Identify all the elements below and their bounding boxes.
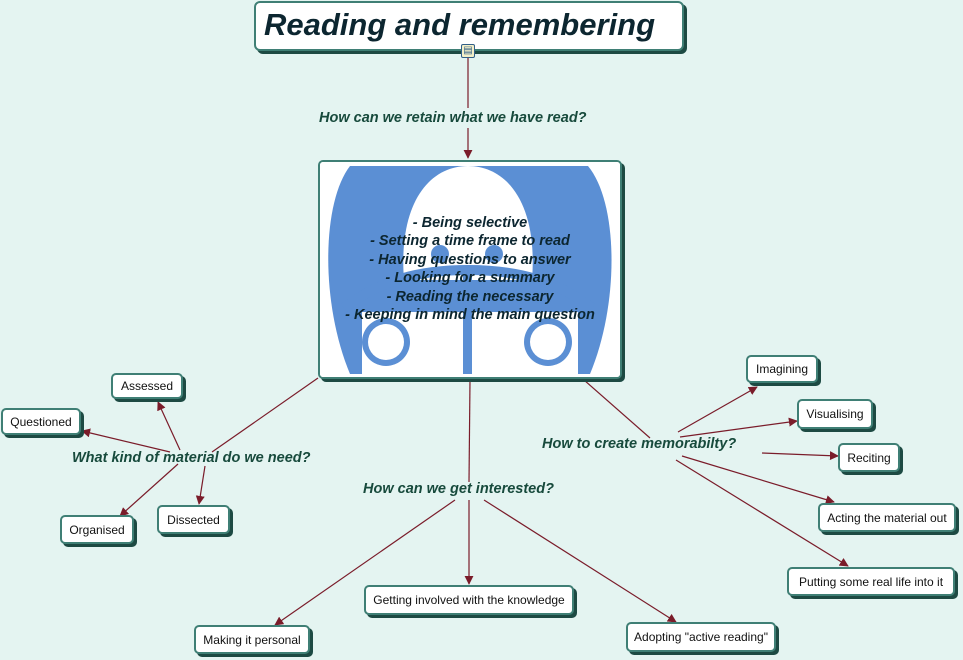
center-line: - Looking for a summary (385, 270, 555, 287)
node-label: Getting involved with the knowledge (373, 593, 565, 607)
center-text (320, 214, 620, 324)
connector-memo-acting (682, 456, 834, 502)
connector-memo-visualising (680, 421, 797, 437)
title-text: Reading and remembering (264, 7, 656, 42)
node-label: Organised (69, 522, 125, 537)
node-label: Reciting (847, 450, 891, 465)
center-node[interactable] (318, 160, 622, 379)
node-label: Questioned (10, 414, 72, 429)
node-label: Adopting "active reading" (634, 630, 768, 644)
center-line: - Keeping in mind the main question (345, 307, 595, 324)
link-label-memorability: How to create memorabilty? (542, 436, 737, 452)
node-visualising[interactable] (797, 399, 873, 429)
node-getting-involved[interactable] (364, 585, 574, 615)
node-label: Putting some real life into it (798, 574, 944, 589)
node-questioned[interactable] (1, 408, 81, 435)
center-line: - Having questions to answer (369, 251, 571, 268)
node-reciting[interactable] (838, 443, 900, 472)
node-dissected[interactable] (157, 505, 230, 534)
center-line: - Reading the necessary (386, 288, 554, 305)
node-imagining[interactable] (746, 355, 818, 383)
connector-memo-imagining (678, 387, 757, 432)
connector-material-dissected (199, 466, 205, 504)
node-label: Acting the material out (827, 510, 947, 525)
node-making-personal[interactable] (194, 625, 310, 654)
node-organised[interactable] (60, 515, 134, 544)
link-label-retain: How can we retain what we have read? (319, 110, 587, 126)
connector-material-questioned (82, 431, 170, 452)
connector-center-interested (469, 380, 470, 482)
node-label: Visualising (806, 407, 864, 421)
node-label: Imagining (755, 362, 809, 376)
center-line: - Being selective (412, 215, 528, 231)
node-assessed[interactable] (111, 373, 183, 399)
connector-center-memorability (584, 380, 650, 438)
node-acting-out[interactable] (818, 503, 956, 532)
link-label-interested: How can we get interested? (363, 481, 554, 497)
connector-memo-reciting (762, 453, 838, 456)
link-label-material: What kind of material do we need? (72, 450, 311, 466)
node-label: Assessed (120, 379, 174, 393)
document-icon[interactable]: ▤ (461, 44, 475, 58)
center-line: - Setting a time frame to read (370, 233, 570, 250)
node-label: Dissected (167, 512, 220, 527)
connector-center-material (212, 378, 318, 452)
connector-material-assessed (158, 402, 180, 450)
node-active-reading[interactable] (626, 622, 776, 652)
node-real-life[interactable] (787, 567, 955, 596)
node-label: Making it personal (203, 632, 301, 647)
